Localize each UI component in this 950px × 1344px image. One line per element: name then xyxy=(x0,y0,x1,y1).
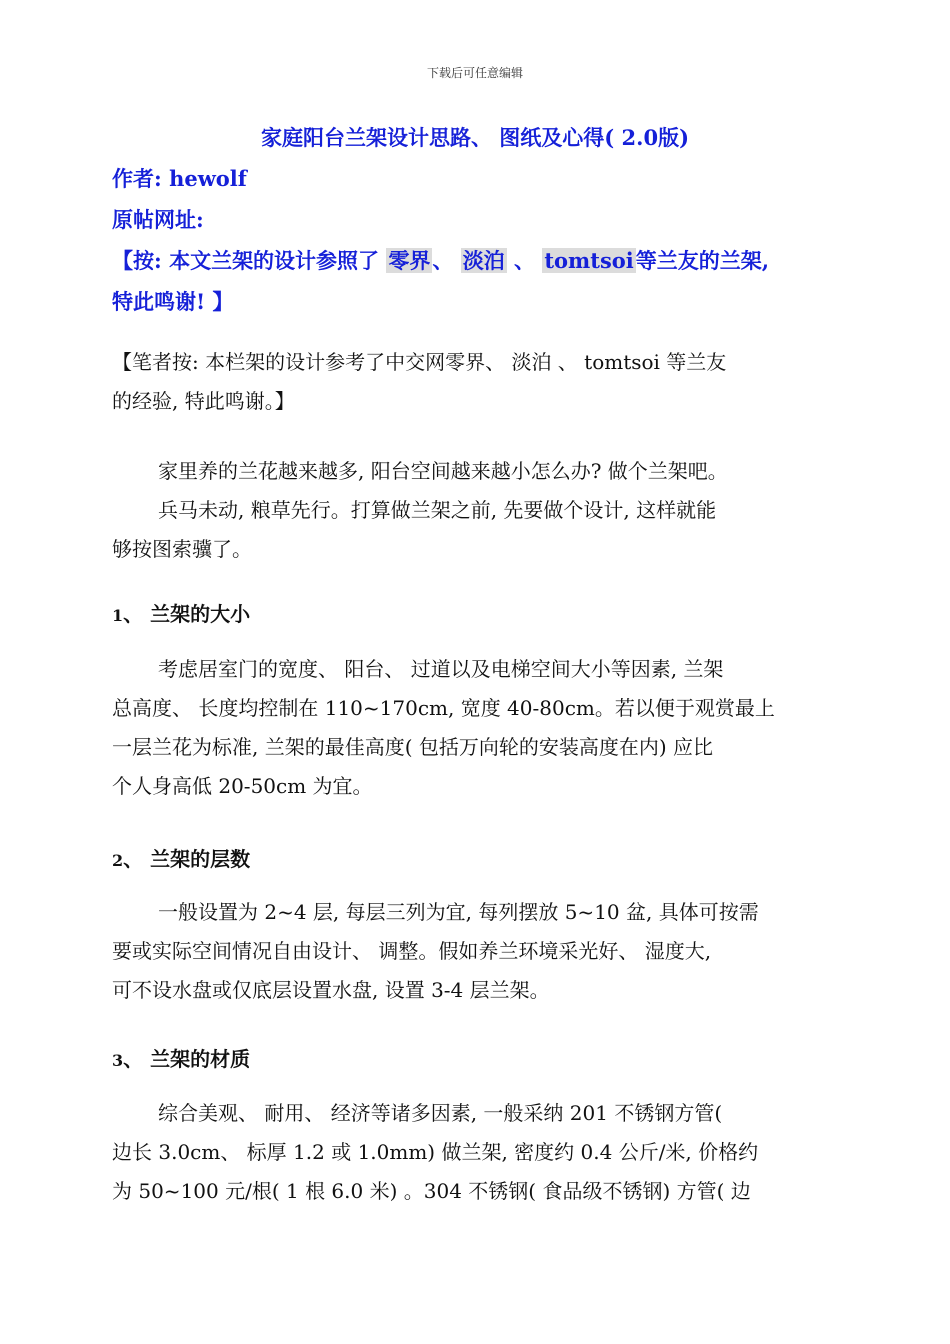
section-number: 3 xyxy=(112,1051,124,1070)
highlighted-name: 零界 xyxy=(388,248,431,273)
paragraph-line: 为 50~100 元/根( 1 根 6.0 米) 。304 不锈钢( 食品级不锈钢) 方管( 边 xyxy=(112,1179,751,1203)
section-number: 1 xyxy=(112,606,124,625)
note-text: 等兰友的兰架, xyxy=(635,248,770,273)
paragraph-line: 一般设置为 2~4 层, 每层三列为宜, 每列摆放 5~10 盆, 具体可按需 xyxy=(158,900,759,924)
paragraph-line: 综合美观、 耐用、 经济等诸多因素, 一般采纳 201 不锈钢方管( xyxy=(158,1101,723,1125)
paragraph-line: 可不设水盘或仅底层设置水盘, 设置 3-4 层兰架。 xyxy=(112,978,550,1002)
author-note xyxy=(112,343,842,421)
section-heading-3 xyxy=(112,1043,250,1072)
paragraph-line: 一层兰花为标准, 兰架的最佳高度( 包括万向轮的安装高度在内) 应比 xyxy=(112,735,714,759)
section-number: 2 xyxy=(112,851,124,870)
author-note-line: 的经验, 特此鸣谢。】 xyxy=(112,389,295,413)
note-text: 【按: 本文兰架的设计参照了 xyxy=(112,248,387,273)
intro-paragraph-2 xyxy=(112,491,842,569)
original-url-label: 原帖网址: xyxy=(112,207,204,232)
section-heading-2 xyxy=(112,843,250,872)
author-note-line: 【笔者按: 本栏架的设计参考了中交网零界、 淡泊 、 tomtsoi 等兰友 xyxy=(112,350,727,374)
section-body-2 xyxy=(112,893,842,1010)
section-title: 、 兰架的大小 xyxy=(123,602,251,626)
highlighted-name: tomtsoi xyxy=(544,248,634,273)
acknowledgement-note xyxy=(112,245,769,275)
paragraph-line: 总高度、 长度均控制在 110~170cm, 宽度 40-80cm。若以便于观赏最上 xyxy=(112,696,775,720)
highlighted-name: 淡泊 xyxy=(462,248,505,273)
paragraph-line: 个人身高低 20-50cm 为宜。 xyxy=(112,774,373,798)
author-line: 作者: hewolf xyxy=(112,166,247,191)
page-header: 下载后可任意编辑 xyxy=(426,66,523,80)
paragraph-line: 考虑居室门的宽度、 阳台、 过道以及电梯空间大小等因素, 兰架 xyxy=(158,657,724,681)
note-separator: 、 xyxy=(506,248,543,273)
intro-paragraph: 家里养的兰花越来越多, 阳台空间越来越小怎么办? 做个兰架吧。 xyxy=(158,459,728,483)
paragraph-line: 够按图索骥了。 xyxy=(112,537,252,561)
section-heading-1 xyxy=(112,598,250,627)
paragraph-line: 兵马未动, 粮草先行。打算做兰架之前, 先要做个设计, 这样就能 xyxy=(158,498,717,522)
section-body-1 xyxy=(112,650,842,806)
document-title: 家庭阳台兰架设计思路、 图纸及心得( 2.0版) xyxy=(260,125,690,150)
section-body-3 xyxy=(112,1094,842,1211)
section-title: 、 兰架的层数 xyxy=(123,847,251,871)
note-separator: 、 xyxy=(432,248,461,273)
acknowledgement-note-line2: 特此鸣谢! 】 xyxy=(112,289,234,314)
section-title: 、 兰架的材质 xyxy=(123,1047,251,1071)
paragraph-line: 边长 3.0cm、 标厚 1.2 或 1.0mm) 做兰架, 密度约 0.4 公斤/米, 价格约 xyxy=(112,1140,759,1164)
paragraph-line: 要或实际空间情况自由设计、 调整。假如养兰环境采光好、 湿度大, xyxy=(112,939,712,963)
